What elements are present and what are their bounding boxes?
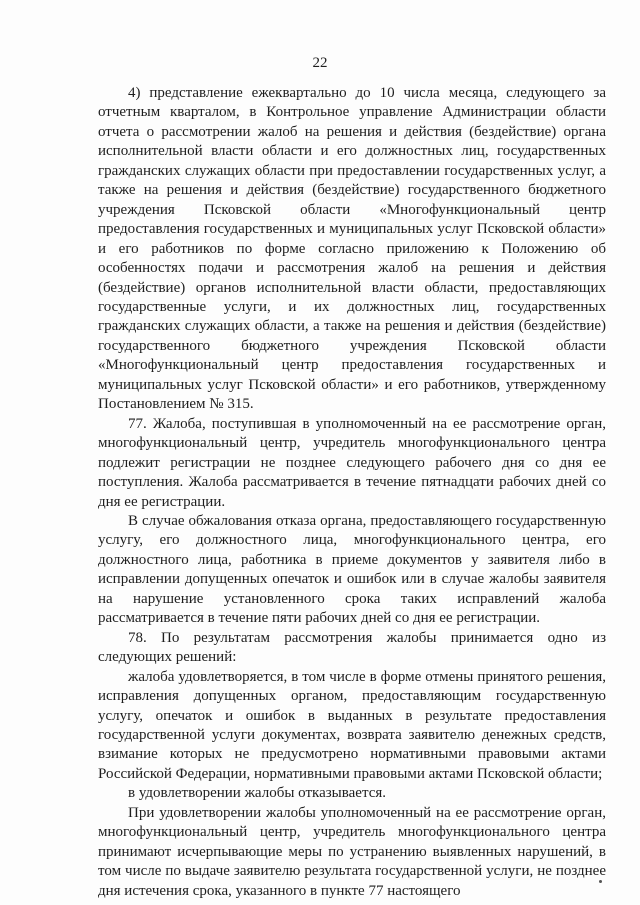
- paragraph-refusal-appeal: В случае обжалования отказа органа, предоставляющего государственную услугу, его должностного лица, многофункционального центра, его должностного лица, работника в приеме документов у заявителя либо в исправлении допущенных опечаток и ошибок или в случае жалобы заявителя на нарушение установленного срока таких исправлений жалоба рассматривается в течение пяти рабочих дней со дня ее регистрации.: [98, 512, 606, 627]
- paragraph-complaint-satisfied: жалоба удовлетворяется, в том числе в форме отмены принятого решения, исправления допущенных органом, предоставляющим государственную услугу, опечаток и ошибок в выданных в результате предоставления государственной услуги документах, возврата заявителю денежных средств, взимание которых не предусмотрено нормативными правовыми актами Российской Федерации, нормативными правовыми актами Псковской области;: [98, 668, 606, 782]
- paragraph-77-complaint-registration: 77. Жалоба, поступившая в уполномоченный на ее рассмотрение орган, многофункциональный центр, учредитель многофункционального центра подлежит регистрации не позднее следующего рабочего дня со дня ее поступления. Жалоба рассматривается в течение пятнадцати рабочих дней со дня ее регистрации.: [98, 415, 606, 510]
- page-number: 22: [312, 55, 328, 71]
- scan-speck: [599, 880, 602, 883]
- paragraph-complaint-rejected: в удовлетворении жалобы отказывается.: [128, 785, 386, 802]
- document-body: [98, 84, 606, 901]
- paragraph-remediation: При удовлетворении жалобы уполномоченный на ее рассмотрение орган, многофункциональный центр, учредитель многофункционального центра принимают исчерпывающие меры по устранению выявленных нарушений, в том числе по выдаче заявителю результата государственной услуги, не позднее дня истечения срока, указанного в пункте 77 настоящего: [98, 804, 606, 899]
- paragraph-78-decisions: 78. По результатам рассмотрения жалобы принимается одно из следующих решений:: [98, 629, 606, 666]
- paragraph-4-reporting: 4) представление ежеквартально до 10 числа месяца, следующего за отчетным кварталом, в Контрольное управление Администрации области отчета о рассмотрении жалоб на решения и действия (бездействие) органа исполнительной власти области и его должностных лиц, государственных гражданских служащих области при предоставлении государственных услуг, а также на решения и действия (бездействие) государственного бюджетного учреждения Псковской области «Многофункциональный центр предоставления государственных и муниципальных услуг Псковской области» и его работников по форме согласно приложению к Положению об особенностях подачи и рассмотрения жалоб на решения и действия (бездействие) органов исполнительной власти области, предоставляющих государственные услуги, и их должностных лиц, государственных гражданских служащих области, а также на решения и действия (бездействие) государственного бюджетного учреждения Псковской области «Многофункциональный центр предоставления государственных и муниципальных услуг Псковской области» и его работников, утвержденному Постановлением № 315.: [98, 85, 606, 413]
